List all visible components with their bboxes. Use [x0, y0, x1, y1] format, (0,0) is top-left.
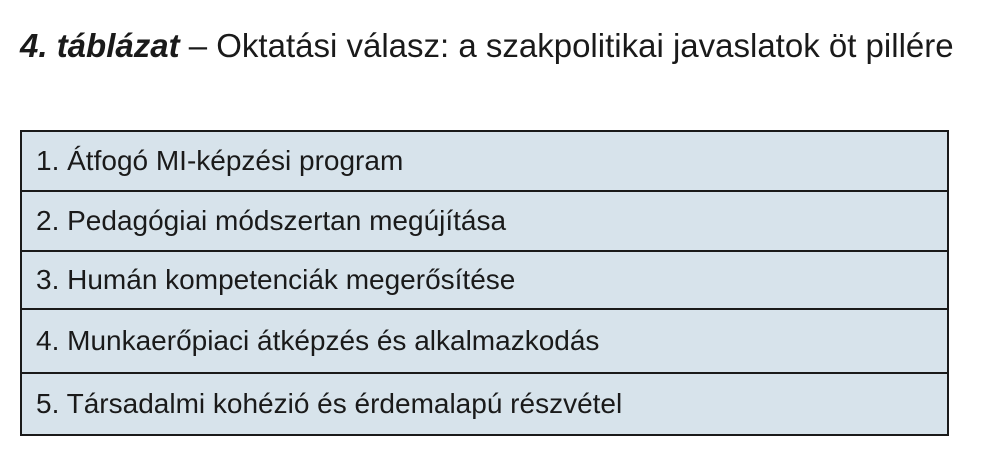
- table-row: [21, 373, 948, 435]
- table-number-label: 4. táblázat: [20, 27, 180, 64]
- table-row: [21, 309, 948, 373]
- pillar-cell-5: 5. Társadalmi kohézió és érdemalapú részvétel: [21, 373, 948, 435]
- table-row: [21, 251, 948, 309]
- table-caption: [20, 24, 960, 68]
- pillar-cell-1: 1. Átfogó MI-képzési program: [21, 131, 948, 191]
- caption-text: Oktatási válasz: a szakpolitikai javaslatok öt pillére: [216, 27, 954, 64]
- table-row: [21, 191, 948, 251]
- policy-pillars-table: [20, 130, 949, 436]
- pillar-cell-4: 4. Munkaerőpiaci átképzés és alkalmazkodás: [21, 309, 948, 373]
- pillar-cell-3: 3. Humán kompetenciák megerősítése: [21, 251, 948, 309]
- table-row: [21, 131, 948, 191]
- caption-separator: –: [179, 27, 217, 64]
- pillar-cell-2: 2. Pedagógiai módszertan megújítása: [21, 191, 948, 251]
